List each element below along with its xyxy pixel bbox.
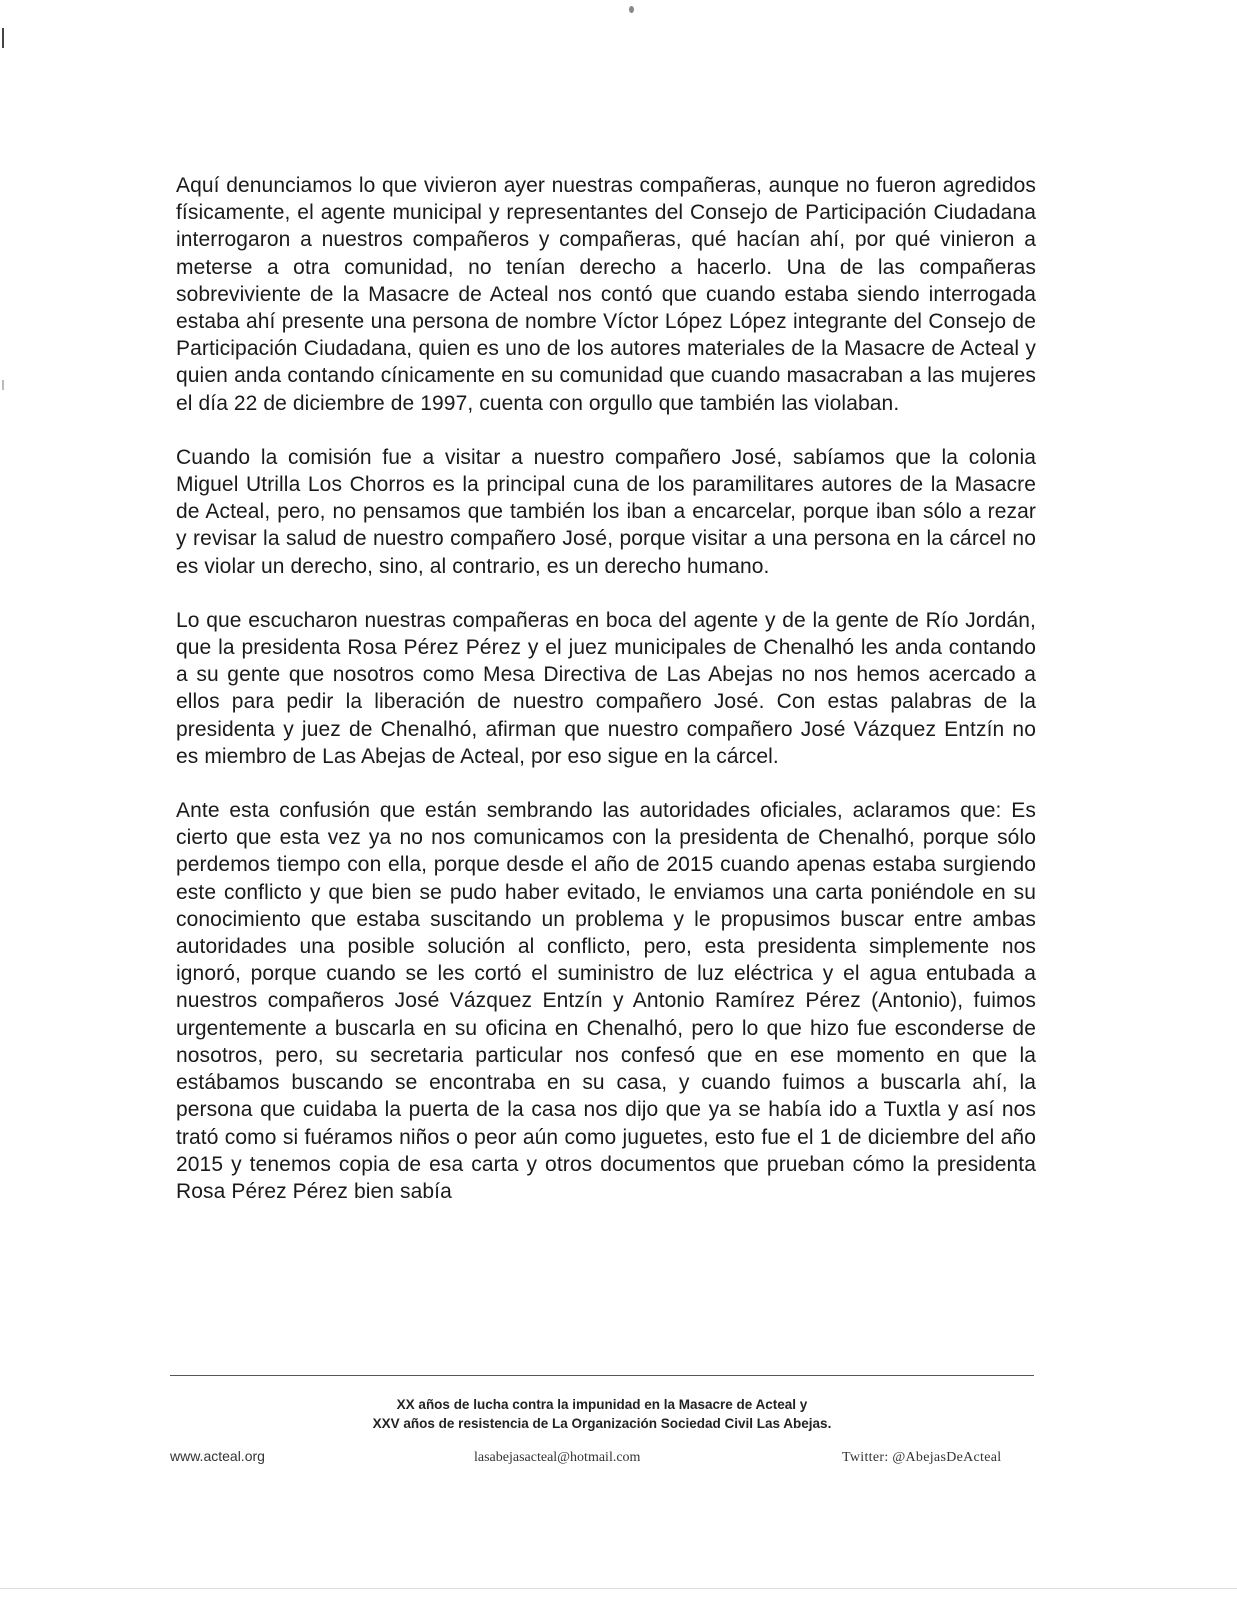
footer-twitter: Twitter: @AbejasDeActeal — [842, 1450, 1002, 1465]
footer-website: www.acteal.org — [170, 1448, 265, 1464]
document-body — [176, 172, 1036, 1232]
scan-speck — [629, 6, 634, 13]
paragraph-comision: Cuando la comisión fue a visitar a nuestro compañero José, sabíamos que la colonia Miguel Utrilla Los Chorros es la principal cuna de los paramilitares autores de la Masacre de Acteal, pero, no pensamos que también los iban a encarcelar, porque iban sólo a rezar y revisar la salud de nuestro compañero José, porque visitar a una persona en la cárcel no es violar un derecho, sino, al contrario, es un derecho humano. — [176, 445, 1036, 578]
scan-edge-mark — [2, 380, 4, 390]
scan-bottom-edge — [0, 1588, 1237, 1589]
paragraph-denuncia: Aquí denunciamos lo que vivieron ayer nuestras compañeras, aunque no fueron agredidos físicamente, el agente municipal y representantes del Consejo de Participación Ciudadana interrogaron a nuestros compañeros y compañeras, qué hacían ahí, por qué vinieron a meterse a otra comunidad, no tenían derecho a hacerlo. Una de las compañeras sobreviviente de la Masacre de Acteal nos contó que cuando estaba siendo interrogada estaba ahí presente una persona de nombre Víctor López López integrante del Consejo de Participación Ciudadana, quien es uno de los autores materiales de la Masacre de Acteal y quien anda contando cínicamente en su comunidad que cuando masacraban a las mujeres el día 22 de diciembre de 1997, cuenta con orgullo que también las violaban. — [176, 174, 1036, 415]
footer-divider — [170, 1375, 1034, 1376]
scan-edge-mark — [2, 28, 4, 48]
footer-slogan-line-2: XXV años de resistencia de La Organización Sociedad Civil Las Abejas. — [372, 1416, 832, 1431]
footer-slogan — [170, 1395, 1034, 1433]
paragraph-rio-jordan: Lo que escucharon nuestras compañeras en boca del agente y de la gente de Río Jordán, que la presidenta Rosa Pérez Pérez y el juez municipales de Chenalhó les anda contando a su gente que nosotros como Mesa Directiva de Las Abejas no nos hemos acercado a ellos para pedir la liberación de nuestro compañero José. Con estas palabras de la presidenta y juez de Chenalhó, afirman que nuestro compañero José Vázquez Entzín no es miembro de Las Abejas de Acteal, por eso sigue en la cárcel. — [176, 608, 1036, 768]
footer-email: lasabejasacteal@hotmail.com — [474, 1450, 641, 1465]
paragraph-aclaracion: Ante esta confusión que están sembrando las autoridades oficiales, aclaramos que: Es cierto que esta vez ya no nos comunicamos con la presidenta de Chenalhó, porque sólo perdemos tiempo con ella, porque desde el año de 2015 cuando apenas estaba surgiendo este conflicto y que bien se pudo haber evitado, le enviamos una carta poniéndole en su conocimiento que estaba suscitando un problema y le propusimos buscar entre ambas autoridades una posible solución al conflicto, pero, esta presidenta simplemente nos ignoró, porque cuando se les cortó el suministro de luz eléctrica y el agua entubada a nuestros compañeros José Vázquez Entzín y Antonio Ramírez Pérez (Antonio), fuimos urgentemente a buscarla en su oficina en Chenalhó, pero lo que hizo fue esconderse de nosotros, pero, su secretaria particular nos confesó que en ese momento en que la estábamos buscando se encontraba en su casa, y cuando fuimos a buscarla ahí, la persona que cuidaba la puerta de la casa nos dijo que ya se había ido a Tuxtla y así nos trató como si fuéramos niños o peor aún como juguetes, esto fue el 1 de diciembre del año 2015 y tenemos copia de esa carta y otros documentos que prueban cómo la presidenta Rosa Pérez Pérez bien sabía — [176, 799, 1036, 1203]
footer-slogan-line-1: XX años de lucha contra la impunidad en la Masacre de Acteal y — [396, 1397, 808, 1412]
